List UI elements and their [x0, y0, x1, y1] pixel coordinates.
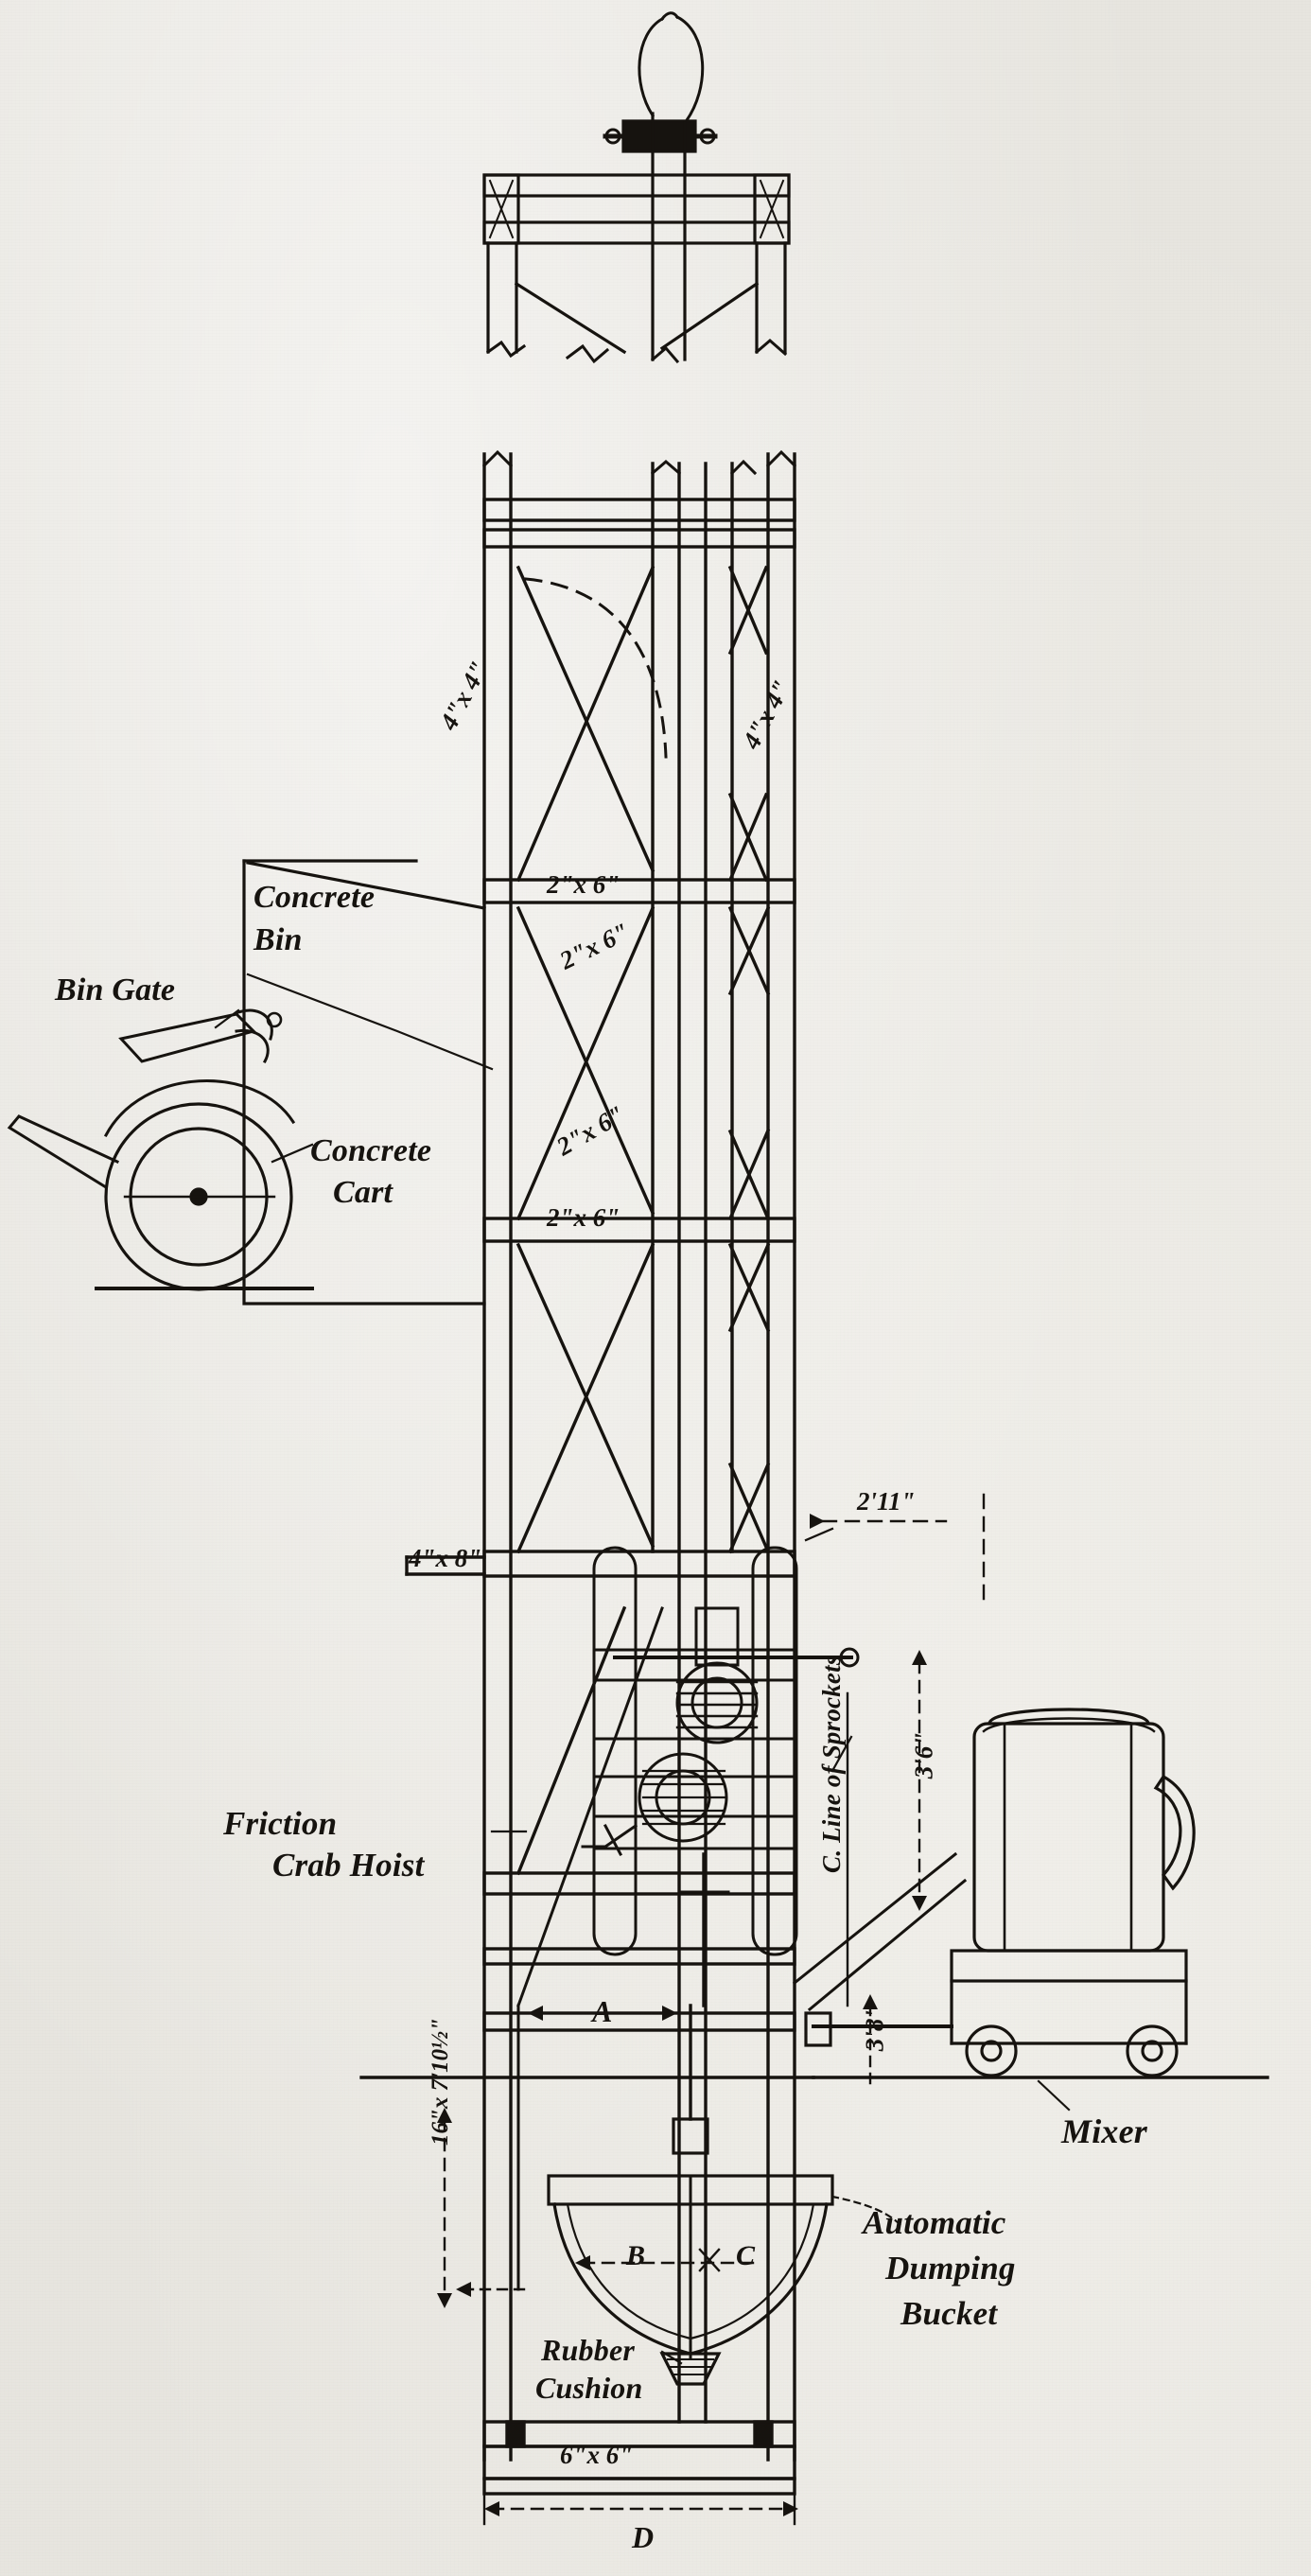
dim-3-6: 3'6"	[909, 1731, 938, 1779]
label-bin-gate: Bin Gate	[55, 973, 176, 1008]
dim-base-timber: 6"x 6"	[560, 2441, 634, 2469]
label-concrete-cart-line2: Cart	[333, 1175, 393, 1210]
dim-brace-b: 2"x 6"	[555, 917, 634, 975]
point-c: C	[736, 2240, 756, 2271]
label-rubber-cushion-line2: Cushion	[535, 2371, 643, 2405]
dim-brace-d: 2"x 6"	[547, 1203, 621, 1232]
label-friction-crab-line2: Crab Hoist	[272, 1847, 425, 1884]
dim-brace-c: 2"x 6"	[551, 1099, 630, 1162]
head-sheave-assembly	[484, 13, 789, 361]
label-concrete-bin-line1: Concrete	[253, 880, 376, 915]
point-b: B	[626, 2240, 646, 2271]
concrete-cart	[9, 1081, 312, 1289]
label-rubber-cushion-line1: Rubber	[541, 2333, 635, 2367]
dim-left-vertical: 16"x 7'10½"	[428, 2018, 453, 2146]
dim-3-8: 3'8"	[860, 2004, 889, 2052]
bucket-chute	[795, 1854, 965, 2009]
label-concrete-cart-line1: Concrete	[310, 1133, 432, 1168]
dim-brace-a: 2"x 6"	[547, 870, 621, 899]
dim-span-a: A	[592, 1994, 613, 2028]
dim-post-right: 4"x 4"	[736, 675, 796, 754]
tower-structure	[407, 452, 795, 2460]
dim-span-d: D	[632, 2520, 655, 2554]
label-mixer: Mixer	[1061, 2112, 1147, 2150]
base-timbers	[484, 2422, 795, 2494]
dim-2-11: 2'11"	[857, 1487, 916, 1516]
label-concrete-bin-line2: Bin	[253, 922, 303, 957]
label-automatic-bucket-line2: Dumping	[885, 2250, 1016, 2287]
automatic-dumping-bucket	[549, 2006, 832, 2384]
concrete-bin	[121, 861, 484, 1304]
dim-sill: 4"x 8"	[409, 1544, 482, 1572]
label-automatic-bucket-line3: Bucket	[900, 2295, 998, 2332]
dim-post-left: 4"x 4"	[433, 657, 494, 735]
label-c-line-of-sprockets: C. Line of Sprockets	[817, 1655, 846, 1873]
label-automatic-bucket-line1: Automatic	[863, 2204, 1006, 2241]
label-friction-crab-line1: Friction	[223, 1805, 338, 1842]
